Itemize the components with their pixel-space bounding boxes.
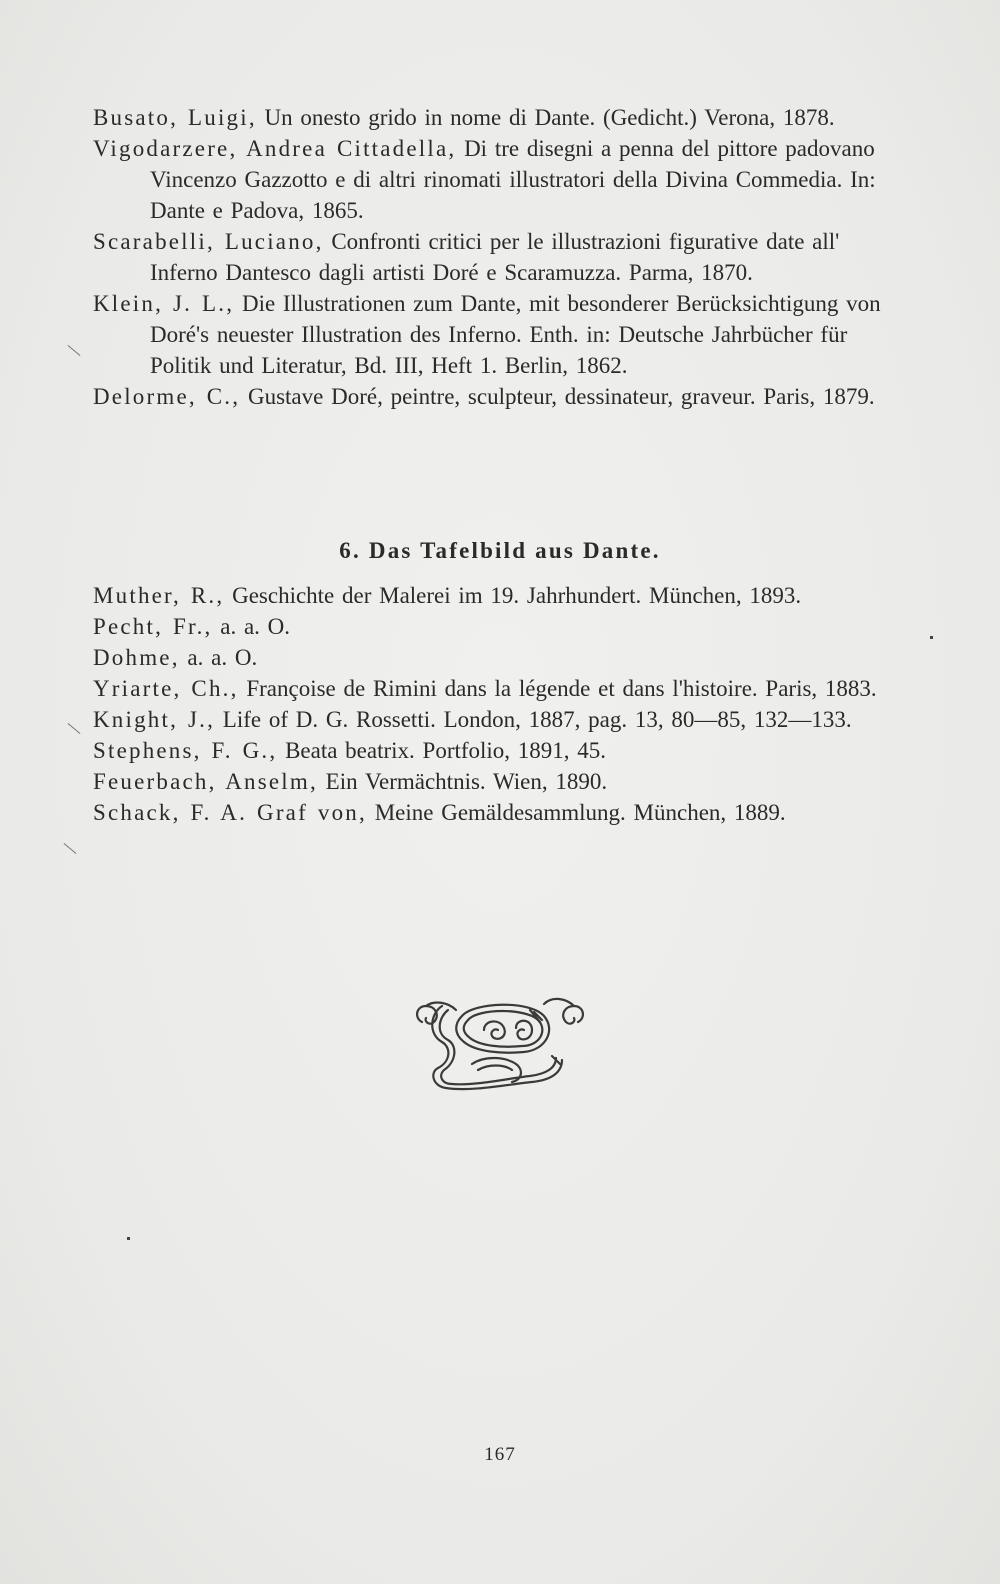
entry-text: Un onesto grido in nome di Dante. (Gedicht.) Verona, 1878. [264,105,835,130]
bibliography-entry [93,673,903,704]
decorative-ornament-icon [412,986,588,1098]
speck [930,636,933,639]
bibliography-entry [93,797,903,828]
bibliography-entry [93,611,903,642]
entry-author: Stephens, F. G., [93,738,278,763]
entry-author: Muther, R., [93,583,225,608]
bibliography-entry [93,226,903,288]
entry-author: Scarabelli, Luciano, [93,229,324,254]
entry-text: Geschichte der Malerei im 19. Jahrhundert. München, 1893. [232,583,802,608]
bibliography-section-bottom [93,580,903,828]
entry-text: a. a. O. [220,614,291,639]
entry-text: Die Illustrationen zum Dante, mit besonderer Berücksichtigung von Doré's neuester Illustration des Inferno. Enth. in: Deutsche Jahrbücher für Politik und Literatur, Bd. III, Heft 1. Berlin, 1862. [150,291,881,378]
entry-author: Vigodarzere, Andrea Cittadella, [93,136,457,161]
bibliography-entry [93,133,903,226]
entry-author: Dohme, [93,645,180,670]
entry-author: Schack, F. A. Graf von, [93,800,367,825]
entry-author: Pecht, Fr., [93,614,213,639]
pencil-mark [68,723,81,734]
bibliography-entry [93,735,903,766]
entry-author: Knight, J., [93,707,216,732]
entry-text: Beata beatrix. Portfolio, 1891, 45. [285,738,607,763]
section-heading: 6. Das Tafelbild aus Dante. [339,538,661,563]
entry-text: a. a. O. [187,645,258,670]
entry-text: Life of D. G. Rossetti. London, 1887, pag. 13, 80—85, 132—133. [222,707,852,732]
entry-author: Feuerbach, Anselm, [93,769,318,794]
bibliography-entry [93,381,903,412]
entry-author: Klein, J. L., [93,291,235,316]
pencil-mark [68,345,81,356]
entry-text: Confronti critici per le illustrazioni figurative date all' Inferno Dantesco dagli artisti Doré e Scaramuzza. Parma, 1870. [150,229,840,285]
entry-author: Delorme, C., [93,384,241,409]
bibliography-entry [93,704,903,735]
pencil-mark [64,843,77,854]
entry-text: Meine Gemäldesammlung. München, 1889. [374,800,786,825]
bibliography-entry [93,580,903,611]
bibliography-section-top [93,102,903,412]
entry-text: Ein Vermächtnis. Wien, 1890. [325,769,608,794]
bibliography-entry [93,288,903,381]
entry-text: Gustave Doré, peintre, sculpteur, dessinateur, graveur. Paris, 1879. [247,384,875,409]
entry-text: Françoise de Rimini dans la légende et dans l'histoire. Paris, 1883. [246,676,877,701]
bibliography-entry [93,102,903,133]
speck [127,1237,130,1240]
entry-author: Yriarte, Ch., [93,676,239,701]
bibliography-entry [93,642,903,673]
entry-text: Di tre disegni a penna del pittore padovano Vincenzo Gazzotto e di altri rinomati illustratori della Divina Commedia. In: Dante e Padova, 1865. [150,136,876,223]
page-number: 167 [484,1444,516,1465]
entry-author: Busato, Luigi, [93,105,257,130]
bibliography-entry [93,766,903,797]
